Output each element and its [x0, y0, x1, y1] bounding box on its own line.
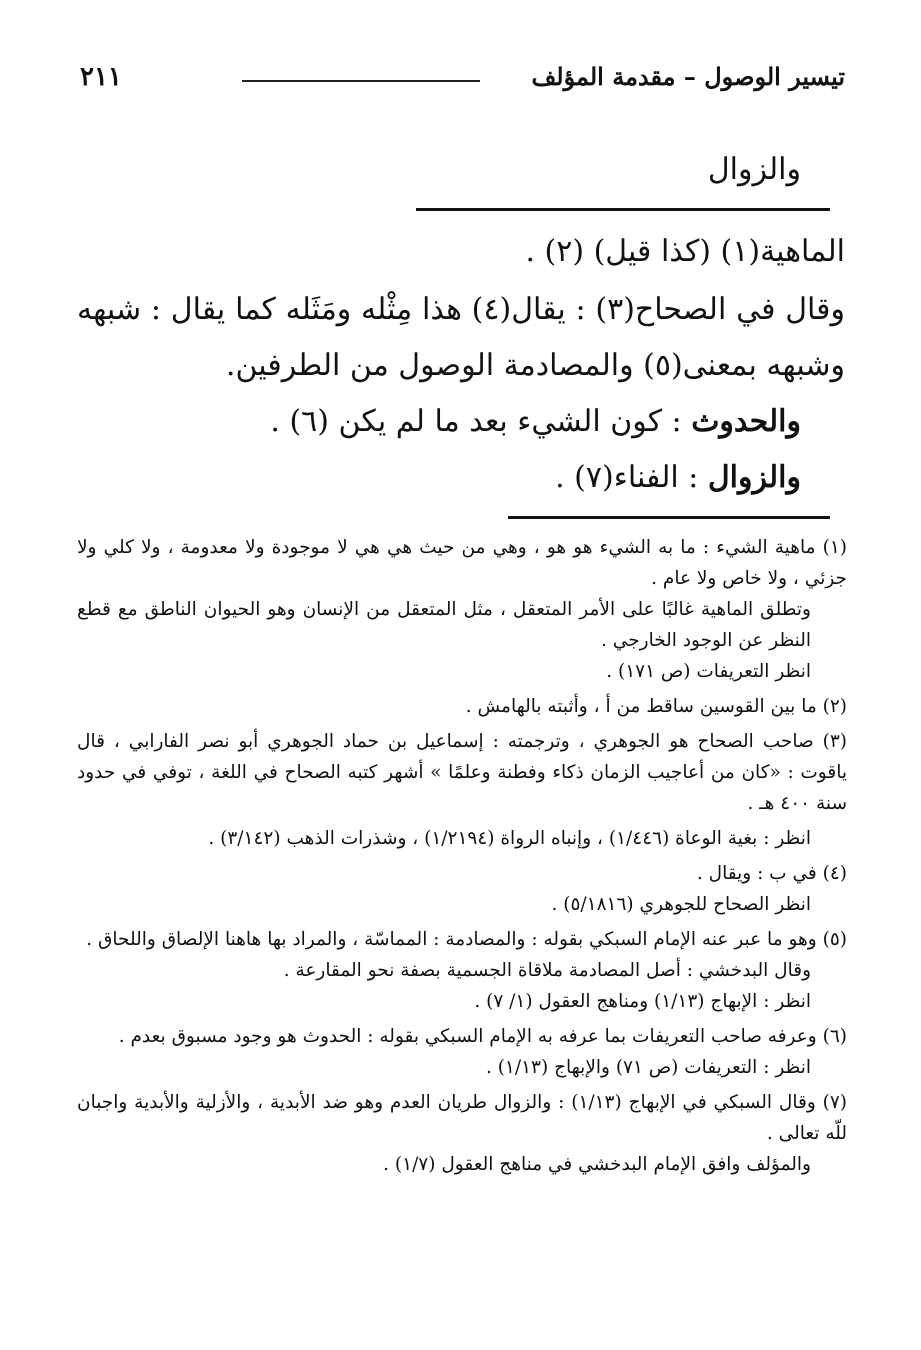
running-header — [80, 60, 845, 94]
footnote-1-reference: انظر التعريفات (ص ١٧١) . — [606, 661, 811, 682]
footnotes — [77, 532, 847, 1180]
definition-huduth: : كون الشيء بعد ما لم يكن (٦) . — [270, 404, 692, 439]
footnote-5-continuation: وقال البدخشي : أصل المصادمة ملاقاة الجسمية بصفة نحو المقارعة . — [283, 960, 811, 981]
footnote-1-continuation: وتطلق الماهية غالبًا على الأمر المتعقل ، مثل المتعقل من الإنسان وهو الحيوان الناطق مع قطع النظر عن الوجود الخارجي . — [77, 599, 811, 651]
body-paragraph-quiddity: الماهية(١) (كذا قيل) (٢) . — [525, 234, 845, 269]
footnote-6: (٦) وعرفه صاحب التعريفات بما عرفه به الإمام السبكي بقوله : الحدوث هو وجود مسبوق بعدم . — [118, 1026, 847, 1047]
footnote-3-reference: انظر : بغية الوعاة (١/٤٤٦) ، وإنباه الرواة (١/٢١٩٤) ، وشذرات الذهب (٣/١٤٢) . — [208, 828, 811, 849]
footnote-divider — [508, 516, 830, 519]
body-paragraph-sihah: وقال في الصحاح(٣) : يقال(٤) هذا مِثْله ومَثَله كما يقال : شبهه وشبهه بمعنى(٥) والمصادمة الوصول من الطرفين. — [77, 292, 845, 383]
footnote-1: (١) ماهية الشيء : ما به الشيء هو هو ، وهي من حيث هي هي لا موجودة ولا معدومة ، ولا كلي ولا جزئي ، ولا خاص ولا عام . — [77, 537, 847, 589]
header-title: تيسير الوصول – مقدمة المؤلف — [531, 62, 845, 91]
body-paragraph-huduth — [77, 394, 801, 450]
footnote-5-reference: انظر : الإبهاج (١/١٣) ومناهج العقول (١/ ٧) . — [474, 991, 811, 1012]
footnote-7-reference: والمؤلف وافق الإمام البدخشي في مناهج العقول (١/٧) . — [383, 1154, 811, 1175]
footnote-2: (٢) ما بين القوسين ساقط من أ ، وأثبته بالهامش . — [465, 696, 847, 717]
term-zawal: والزوال — [707, 460, 801, 495]
header-rule — [242, 80, 480, 82]
footnote-3: (٣) صاحب الصحاح هو الجوهري ، وترجمته : إسماعيل بن حماد الجوهري أبو نصر الفارابي ، قال ياقوت : «كان من أعاجيب الزمان ذكاء وفطنة وعلمًا » أشهر كتبه الصحاح في اللغة ، توفي في حدود سنة ٤٠٠ هـ . — [77, 731, 847, 814]
body-paragraph-zawal — [77, 450, 801, 506]
footnote-6-reference: انظر : التعريفات (ص ٧١) والإبهاج (١/١٣) . — [485, 1057, 811, 1078]
footnote-5: (٥) وهو ما عبر عنه الإمام السبكي بقوله : والمصادمة : المماسّة ، والمراد بها هاهنا الإلصاق واللحاق . — [86, 929, 847, 950]
footnote-4: (٤) في ب : ويقال . — [696, 863, 847, 884]
definition-zawal: : الفناء(٧) . — [555, 460, 708, 495]
top-divider — [416, 208, 830, 211]
page-number: ٢١١ — [80, 62, 122, 92]
footnote-7: (٧) وقال السبكي في الإبهاج (١/١٣) : والزوال طريان العدم وهو ضد الأبدية ، والأزلية والأبدية واجبان للّه تعالى . — [77, 1092, 848, 1144]
footnote-4-reference: انظر الصحاح للجوهري (٥/١٨١٦) . — [551, 894, 811, 915]
carry-over-line: والزوال — [707, 152, 801, 187]
term-huduth: والحدوث — [691, 404, 801, 439]
